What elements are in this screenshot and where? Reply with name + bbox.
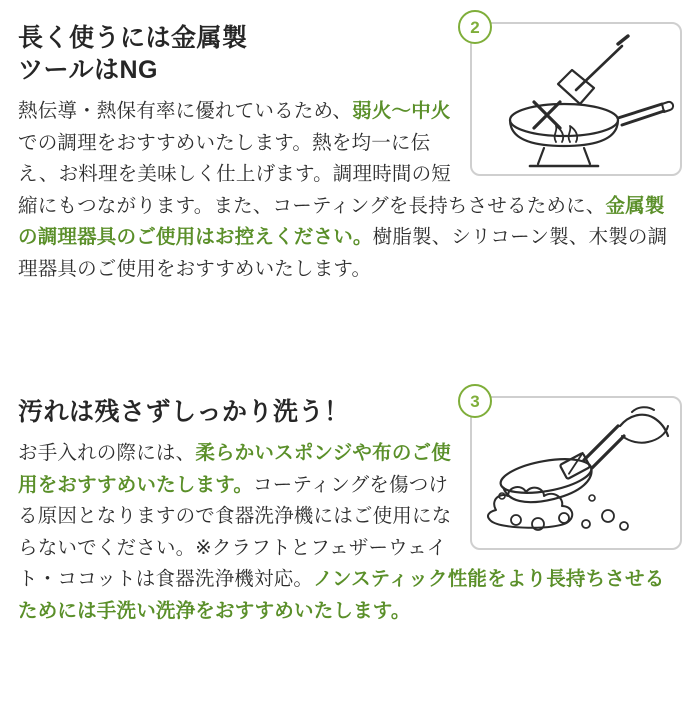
heading-line-2: ツールはNG xyxy=(18,56,159,84)
illustration-wrapper-1 xyxy=(470,17,682,176)
section-2-heading xyxy=(18,396,448,428)
body-run: 熱伝導・熱保有率に優れているため、 xyxy=(18,100,353,122)
heading-line-1: 長く使うには金属製 xyxy=(18,24,248,52)
body-run-highlight: ノンスティック性能をより長持ちさせるためには手洗い洗浄をおすすめいたします。 xyxy=(18,568,665,622)
illustration-wrapper-2 xyxy=(470,391,682,550)
washing-pan-svg xyxy=(472,398,680,548)
illustration-pan-metal-tool xyxy=(470,17,682,176)
body-run-highlight: 金属製の調理器具のご使用はお控えください。 xyxy=(18,194,665,249)
step-badge-2: 2 xyxy=(458,10,492,44)
body-run: お手入れの際には、 xyxy=(18,442,196,464)
body-run-highlight: 弱火～中火 xyxy=(352,100,451,122)
pan-stove-svg xyxy=(472,24,680,174)
section-metal-tools xyxy=(18,17,682,362)
body-run-highlight: 柔らかいスポンジや布のご使用をおすすめいたします。 xyxy=(18,442,451,496)
body-run: での調理をおすすめいたします。熱を均一に伝え、お料理を美味しく仕上げます。調理時間の短縮にもつながります。また、コーティングを長持ちさせるために、 xyxy=(18,131,606,217)
body-run: コーティングを傷つける原因となりますので食器洗浄機にはご使用にならないでください。※クラフトとフェザーウェイト・ココットは食器洗浄機対応。 xyxy=(18,473,452,591)
section-1-heading xyxy=(18,22,448,86)
illustration-hand-washing-pan xyxy=(470,391,682,550)
heading-line-1: 汚れは残さずしっかり洗う！ xyxy=(18,398,350,426)
section-washing xyxy=(18,391,682,716)
body-run: 樹脂製、シリコーン製、木製の調理器具のご使用をおすすめいたします。 xyxy=(18,226,668,280)
step-badge-3: 3 xyxy=(458,384,492,418)
section-divider-space xyxy=(18,362,682,390)
